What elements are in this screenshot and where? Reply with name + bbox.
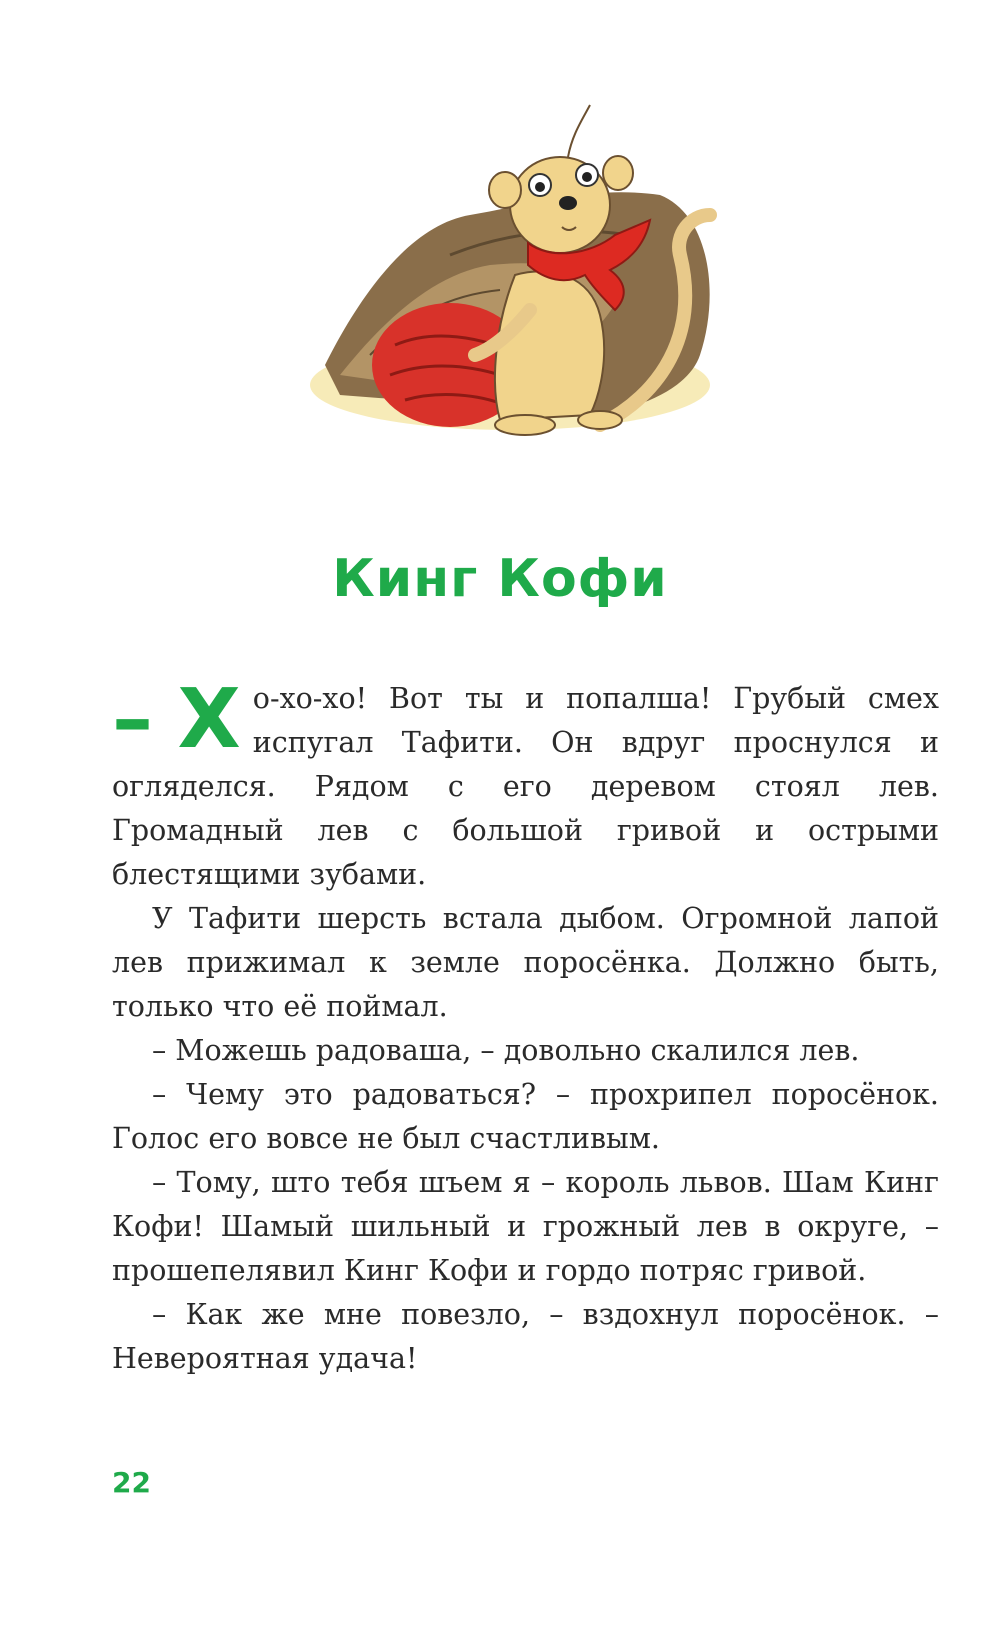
paragraph-4: – Чему это радоваться? – прохрипел поросёнок. Голос его вовсе не был счастливым.: [112, 1078, 939, 1155]
paragraph-3: – Можешь радоваша, – довольно скалился лев.: [152, 1034, 860, 1067]
dropcap: – Х: [112, 672, 239, 767]
paragraph-2: У Тафити шерсть встала дыбом. Огромной лапой лев прижимал к земле поросёнка. Должно быть, только что её поймал.: [112, 902, 939, 1023]
chapter-illustration: [300, 95, 740, 465]
paragraph-6: – Как же мне повезло, – вздохнул поросёнок. – Невероятная удача!: [112, 1298, 939, 1375]
chapter-text: [112, 672, 939, 1381]
page-number: 22: [112, 1466, 151, 1499]
paragraph-1: о-хо-хо! Вот ты и попалша! Грубый смех испугал Тафити. Он вдруг проснулся и огляделся. Рядом с его деревом стоял лев. Громадный лев с большой гривой и острыми блестящими зубами.: [112, 682, 939, 891]
chapter-title: Кинг Кофи: [332, 549, 668, 609]
paragraph-5: – Тому, што тебя шъем я – король львов. Шам Кинг Кофи! Шамый шильный и грожный лев в округе, – прошепелявил Кинг Кофи и гордо потряс гривой.: [112, 1166, 939, 1287]
